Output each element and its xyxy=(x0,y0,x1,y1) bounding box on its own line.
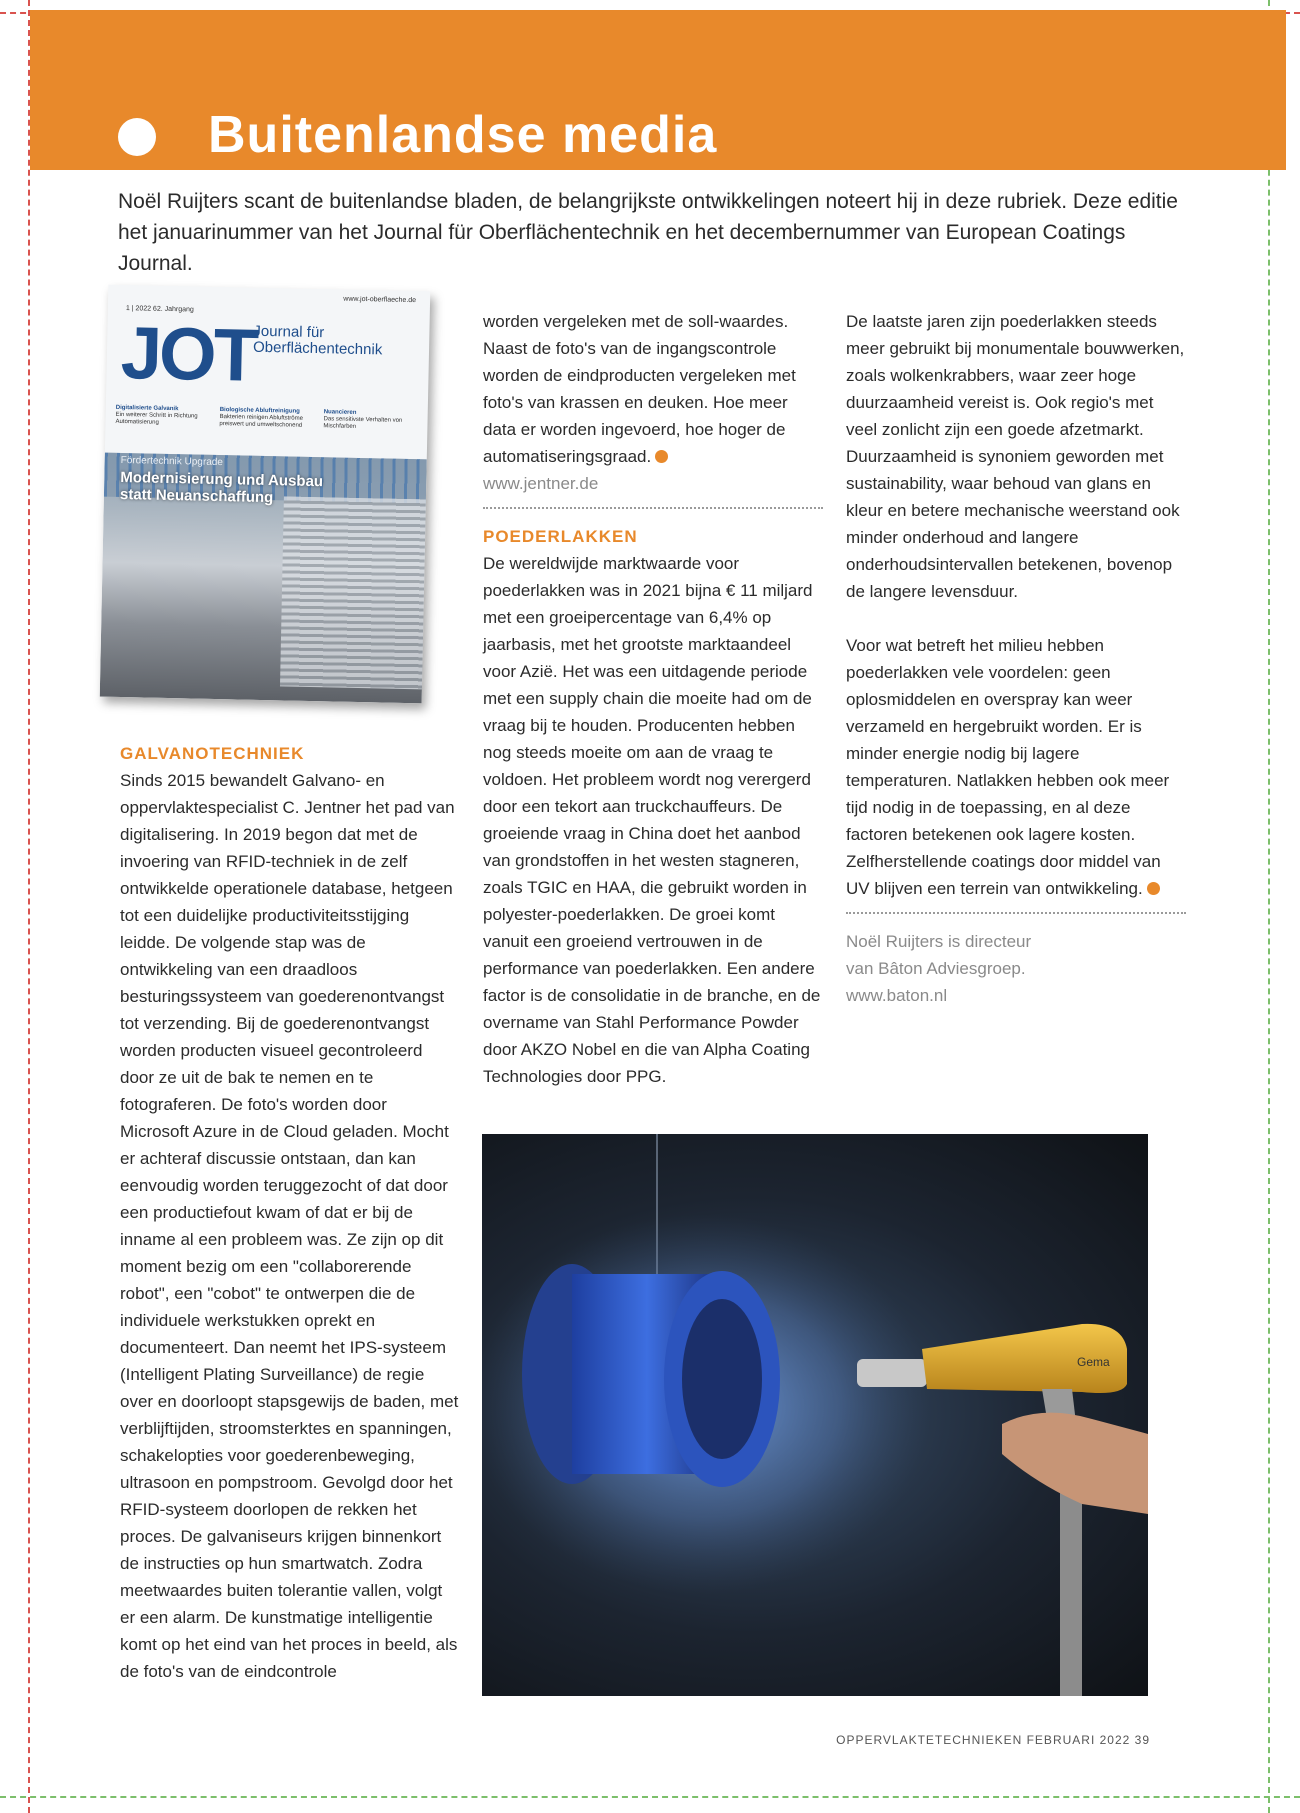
powder-coating-photo xyxy=(482,1134,1148,1696)
column-middle xyxy=(483,308,823,1090)
bullet-icon xyxy=(118,118,156,156)
end-mark-icon xyxy=(1147,882,1160,895)
dotted-divider xyxy=(846,912,1186,914)
page-border-left xyxy=(28,0,30,1813)
cover-headline: Modernisierung und Ausbau statt Neuanschaffung xyxy=(119,468,324,507)
end-mark-icon xyxy=(655,450,668,463)
cover-teaser: Biologische Abluftreinigung Bakterien reinigen Abluftströme preiswert und umweltschonend xyxy=(219,407,304,429)
gun-nozzle xyxy=(857,1359,927,1387)
page-footer: OPPERVLAKTETECHNIEKEN FEBRUARI 2022 39 xyxy=(836,1733,1150,1747)
cover-teasers xyxy=(115,405,422,445)
spray-gun-illustration xyxy=(482,1134,1148,1696)
section-heading-poederlakken: POEDERLAKKEN xyxy=(483,527,638,546)
cover-issue: 1 | 2022 62. Jahrgang xyxy=(125,305,194,314)
gun-brand: Gema xyxy=(1077,1355,1110,1369)
galvanotechniek-body: Sinds 2015 bewandelt Galvano- en oppervlaktespecialist C. Jentner het pad van digitalisering. In 2019 begon dat met de invoering van RFID-techniek in de zelf ontwikkelde operationele database, hetgeen tot een duidelijke productiviteitsstijging leidde. De volgende stap was de ontwikkeling van een draadloos besturingssysteem van goederenontvangst tot verzending. Bij de goederenontvangst worden producten visueel gecontroleerd door ze uit de bak te nemen en te fotograferen. De foto's worden door Microsoft Azure in de Cloud geladen. Mocht er achteraf discussie ontstaan, dan kan eenvoudig worden teruggezocht of dat door een productiefout kwam of dat er bij de inname al een probleem was. Ze zijn op dit moment bezig om een "collaborerende robot", een "cobot" te ontwerpen die de individuele werkstukken oprekt en documenteert. Dan neemt het IPS-systeem (Intelligent Plating Surveillance) de regie over en doorloopt stapsgewijs de baden, met verblijftijden, stroomsterktes en spanningen, schakelopties voor goederenbeweging, ultrasoon en pompstroom. Gevolgd door het RFID-systeem doorlopen de rekken het proces. De galvaniseurs krijgen binnenkort de instructies op hun smartwatch. Zodra meetwaardes buiten tolerantie vallen, volgt er een alarm. De kunstmatige intelligentie komt op het eind van het proces in beeld, als de foto's van de eindcontrole xyxy=(120,771,459,1681)
jentner-link[interactable]: www.jentner.de xyxy=(483,474,599,493)
poederlakken-paragraph-1: De laatste jaren zijn poederlakken steeds meer gebruikt bij monumentale bouwwerken, zoals wolkenkrabbers, waar zeer hoge duurzaamheid vereist is. Ook regio's met veel zonlicht zijn een goede afzetmarkt. Duurzaamheid is synoniem geworden met sustainability, waar behoud van glans en kleur en betere mechanische weerstand ook minder onderhoud and langere onderhoudsintervallen betekenen, bovenop de langere levensduur. xyxy=(846,312,1185,601)
poederlakken-body: De wereldwijde marktwaarde voor poederlakken was in 2021 bijna € 11 miljard met een groeipercentage van 6,4% op jaarbasis, met het grootste marktaandeel voor Azië. Het was een uitdagende periode met een supply chain die moeite had om de vraag bij te houden. Producenten hebben nog steeds moeite om aan de vraag te voldoen. Het probleem wordt nog verergerd door een tekort aan truckchauffeurs. De groeiende vraag in China doet het aanbod van grondstoffen in het westen stagneren, zoals TGIC en HAA, die gebruikt worden in polyester-poederlakken. De groei komt vanuit een groeiend vertrouwen in de performance van poederlakken. Een andere factor is de consolidatie in de branche, en de overname van Stahl Performance Powder door AKZO Nobel en die van Alpha Coating Technologies door PPG. xyxy=(483,554,821,1086)
dotted-divider xyxy=(483,507,823,509)
wheel-hub xyxy=(682,1299,762,1459)
cover-subtitle: Journal für Oberflächentechnik xyxy=(252,322,383,359)
page-title: Buitenlandse media xyxy=(208,106,718,164)
poederlakken-paragraph-2: Voor wat betreft het milieu hebben poederlakken vele voordelen: geen oplosmiddelen en overspray kan weer verzameld en hergebruikt worden. Er is minder energie nodig bij lagere temperaturen. Natlakken hebben ook meer tijd nodig in de toepassing, en al deze factoren betekenen ook lagere kosten. Zelfherstellende coatings door middel van UV blijven een terrein van ontwikkeling. xyxy=(846,636,1170,898)
column-right xyxy=(846,308,1186,1009)
author-line-2: van Bâton Adviesgroep. xyxy=(846,959,1026,978)
author-link[interactable]: www.baton.nl xyxy=(846,986,948,1005)
header-banner xyxy=(30,10,1286,170)
cover-teaser: Nuancieren Das sensitivste Verhalten von Mischfarben xyxy=(323,409,403,430)
page-border-right xyxy=(1268,0,1270,1813)
cover-racks xyxy=(280,496,426,689)
section-heading-galvanotechniek: GALVANOTECHNIEK xyxy=(120,744,305,763)
cover-url: www.jot-oberflaeche.de xyxy=(343,295,417,305)
gun-hose xyxy=(1060,1474,1082,1696)
intro-text: Noël Ruijters scant de buitenlandse bladen, de belangrijkste ontwikkelingen noteert hij in deze rubriek. Deze editie het januarinummer van het Journal für Oberflächentechnik en het decembernummer van European Coatings Journal. xyxy=(118,190,1178,275)
author-line-1: Noël Ruijters is directeur xyxy=(846,932,1032,951)
cover-logo: JOT xyxy=(120,310,257,397)
cover-teaser: Digitalisierte Galvanik Ein weiterer Schritt in Richtung Automatisierung xyxy=(115,404,198,426)
cover-kicker: Fördertechnik Upgrade xyxy=(120,454,224,469)
galvanotechniek-continuation: worden vergeleken met de soll-waardes. Naast de foto's van de ingangscontrole worden de eindproducten vergeleken met foto's van krassen en deuken. Hoe meer data er worden ingevoerd, hoe hoger de automatiseringsgraad. xyxy=(483,312,796,466)
magazine-cover xyxy=(100,285,431,704)
page-border-bottom xyxy=(0,1796,1300,1798)
hand xyxy=(1002,1413,1148,1514)
column-left xyxy=(120,740,460,1685)
